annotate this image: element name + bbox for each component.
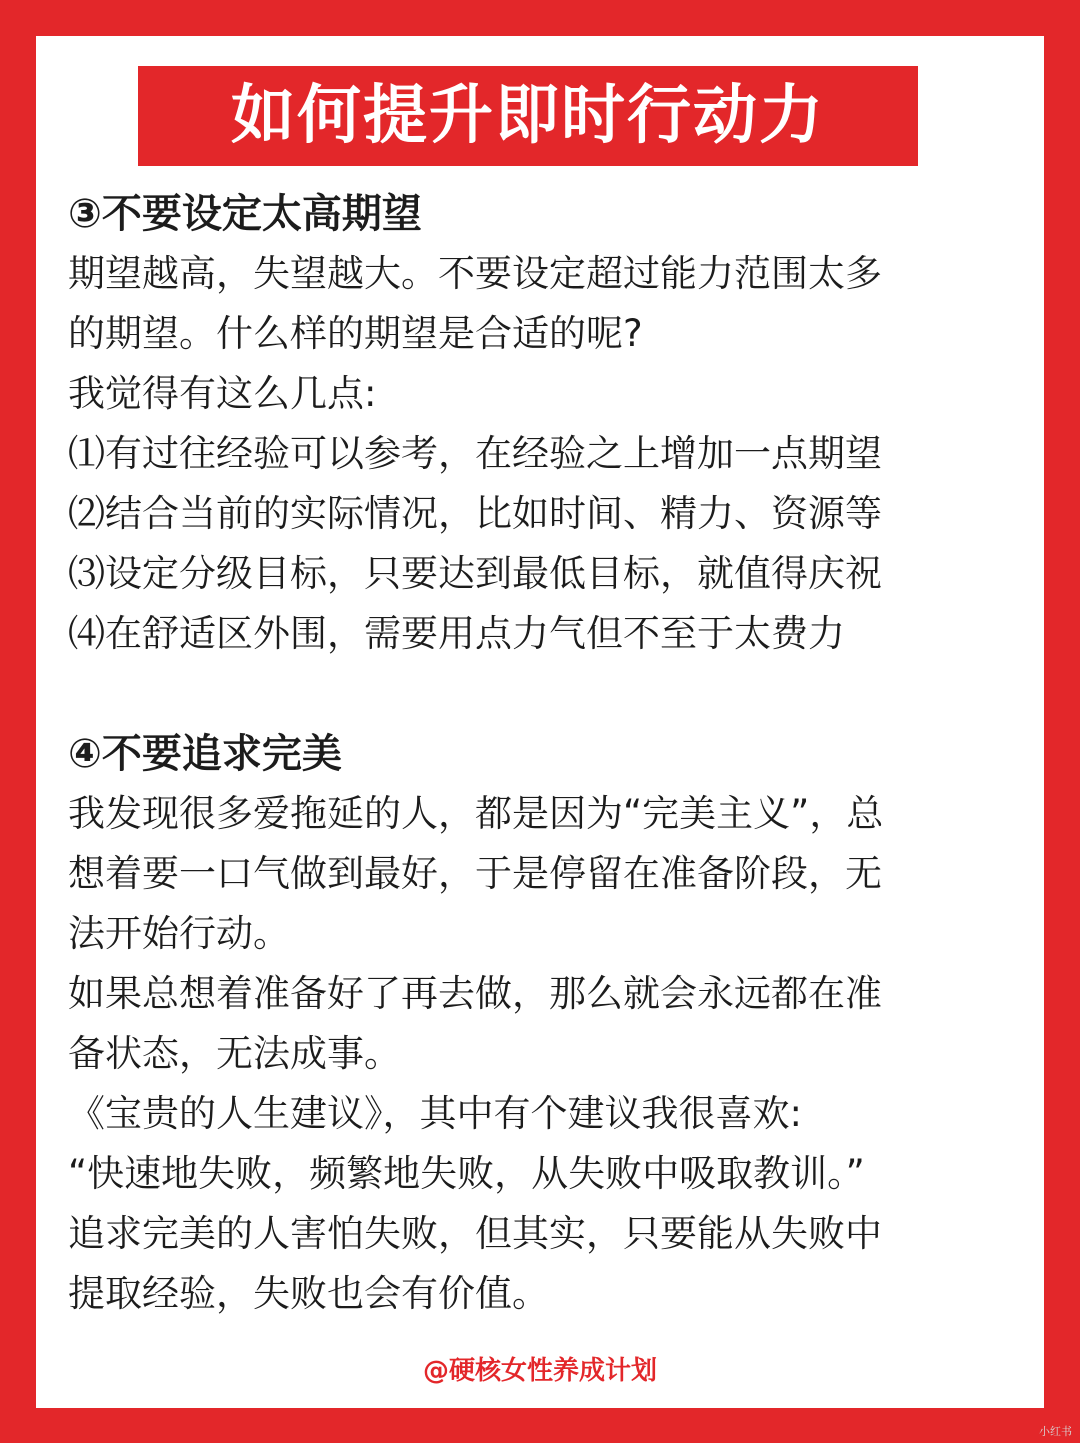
section-3-line: 期望越高，失望越大。不要设定超过能力范围太多 xyxy=(68,252,882,295)
section-4-line: 法开始行动。 xyxy=(68,912,290,955)
author-handle: @硬核女性养成计划 xyxy=(422,1356,657,1386)
section-4-line: 追求完美的人害怕失败，但其实，只要能从失败中 xyxy=(68,1212,882,1255)
article-body xyxy=(68,184,1018,1324)
content-card xyxy=(36,36,1044,1408)
section-4-line: 我发现很多爱拖延的人，都是因为“完美主义”，总 xyxy=(68,792,884,835)
section-3-list-item: ⑶设定分级目标，只要达到最低目标，就值得庆祝 xyxy=(68,552,882,595)
section-4-line: 《宝贵的人生建议》，其中有个建议我很喜欢: xyxy=(68,1092,802,1135)
page-title: 如何提升即时行动力 xyxy=(231,79,825,153)
section-3-line: 我觉得有这么几点: xyxy=(68,372,377,415)
section-3-list-item: ⑴有过往经验可以参考，在经验之上增加一点期望 xyxy=(68,432,882,475)
section-3-list-item: ⑷在舒适区外围，需要用点力气但不至于太费力 xyxy=(68,612,845,655)
section-4-line: 备状态，无法成事。 xyxy=(68,1032,401,1075)
section-4-quote: “快速地失败，频繁地失败，从失败中吸取教训。” xyxy=(68,1152,865,1195)
section-4-line: 如果总想着准备好了再去做，那么就会永远都在准 xyxy=(68,972,882,1015)
section-divider-space xyxy=(68,664,1018,724)
section-4-heading: ④不要追求完美 xyxy=(68,731,342,777)
section-4-line: 想着要一口气做到最好，于是停留在准备阶段，无 xyxy=(68,852,882,895)
section-3-line: 的期望。什么样的期望是合适的呢? xyxy=(68,312,643,355)
title-banner xyxy=(138,66,918,166)
section-4-line: 提取经验，失败也会有价值。 xyxy=(68,1272,549,1315)
section-3-list-item: ⑵结合当前的实际情况，比如时间、精力、资源等 xyxy=(68,492,882,535)
section-3-heading: ③不要设定太高期望 xyxy=(68,191,422,237)
platform-watermark: 小红书 xyxy=(1039,1425,1072,1438)
